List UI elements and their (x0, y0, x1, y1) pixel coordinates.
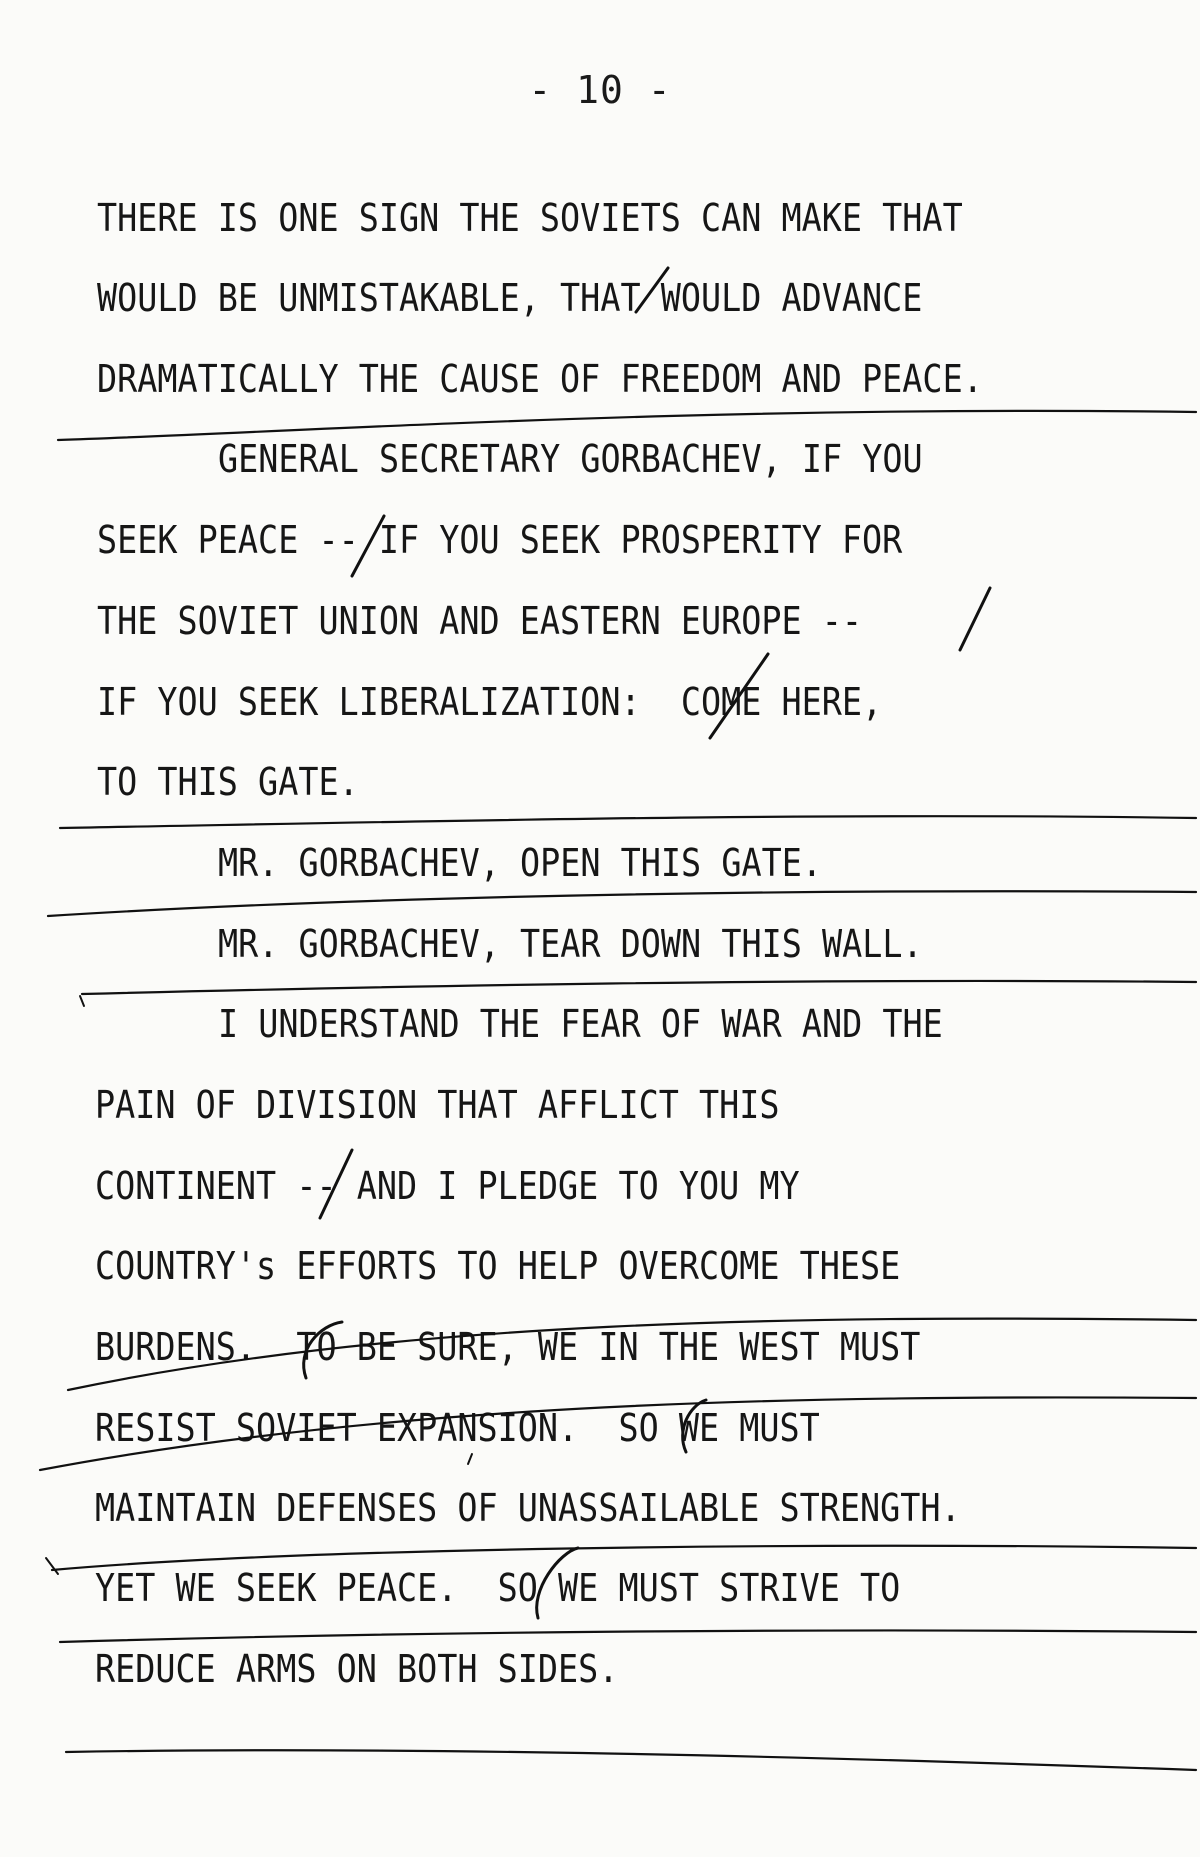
text-line: MAINTAIN DEFENSES OF UNASSAILABLE STRENGTH. (95, 1486, 961, 1530)
text-line: MR. GORBACHEV, OPEN THIS GATE. (218, 841, 822, 885)
text-line: THE SOVIET UNION AND EASTERN EUROPE -- (97, 599, 863, 643)
pen-divider-line (66, 1750, 1196, 1770)
text-line: BURDENS. TO BE SURE, WE IN THE WEST MUST (95, 1325, 921, 1369)
text-line: RESIST SOVIET EXPANSION. SO WE MUST (95, 1406, 820, 1450)
pause-slash-mark (46, 1558, 58, 1574)
text-line: WOULD BE UNMISTAKABLE, THAT WOULD ADVANCE (97, 276, 923, 320)
pen-divider-line (82, 981, 1196, 994)
pen-divider-line (58, 411, 1196, 440)
pen-divider-line (60, 1630, 1196, 1642)
text-line: MR. GORBACHEV, TEAR DOWN THIS WALL. (218, 922, 923, 966)
pen-divider-line (60, 816, 1196, 828)
pause-slash-mark (960, 588, 990, 650)
text-line: I UNDERSTAND THE FEAR OF WAR AND THE (218, 1002, 943, 1046)
page-number: - 10 - (528, 68, 672, 112)
pen-divider-line (48, 891, 1196, 916)
text-line: PAIN OF DIVISION THAT AFFLICT THIS (95, 1083, 780, 1127)
text-line: GENERAL SECRETARY GORBACHEV, IF YOU (218, 437, 923, 481)
text-line: CONTINENT -- AND I PLEDGE TO YOU MY (95, 1164, 800, 1208)
pause-slash-mark (80, 996, 84, 1006)
text-line: SEEK PEACE -- IF YOU SEEK PROSPERITY FOR (97, 518, 903, 562)
text-line: IF YOU SEEK LIBERALIZATION: COME HERE, (97, 680, 883, 724)
text-line: REDUCE ARMS ON BOTH SIDES. (95, 1647, 619, 1691)
text-line: COUNTRY's EFFORTS TO HELP OVERCOME THESE (95, 1244, 901, 1288)
text-line: YET WE SEEK PEACE. SO WE MUST STRIVE TO (95, 1566, 901, 1610)
text-line: THERE IS ONE SIGN THE SOVIETS CAN MAKE THAT (97, 196, 963, 240)
pause-slash-mark (468, 1454, 472, 1464)
text-line: DRAMATICALLY THE CAUSE OF FREEDOM AND PEACE. (97, 357, 983, 401)
text-line: TO THIS GATE. (97, 760, 359, 804)
